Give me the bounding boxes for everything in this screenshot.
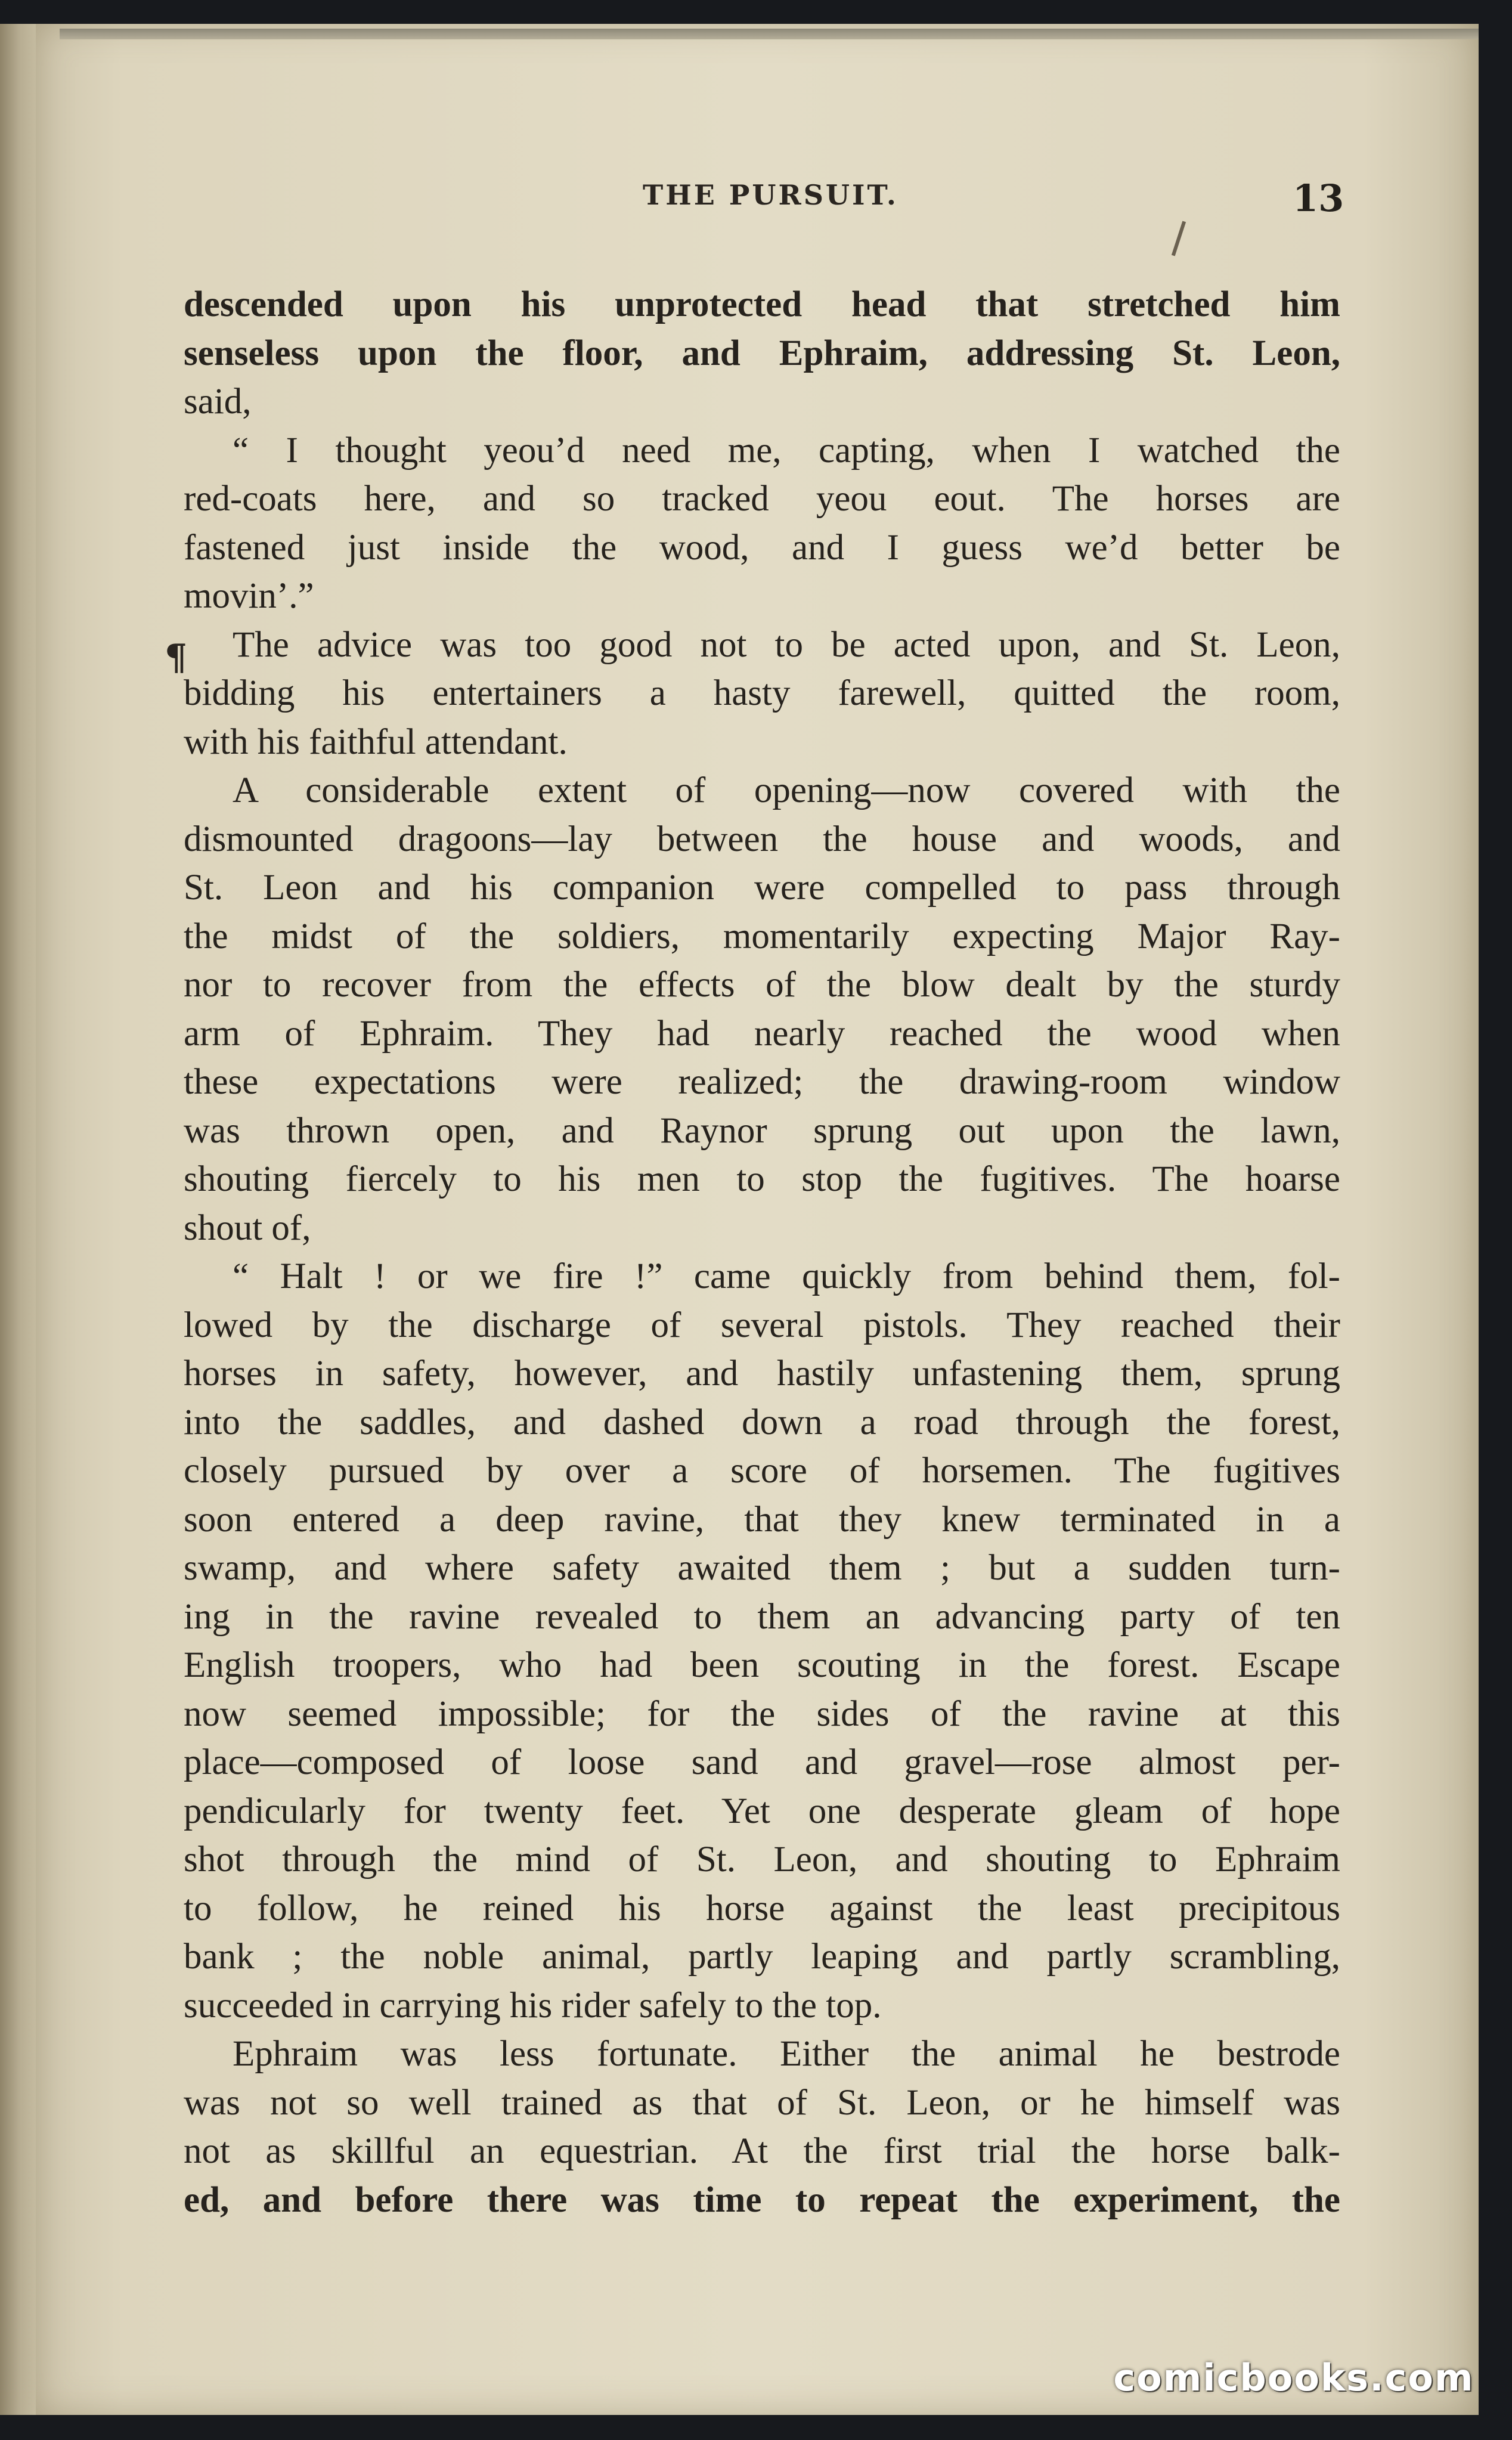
text-line: “ Halt ! or we fire !” came quickly from behind them, fol-	[233, 1256, 1340, 1296]
text-line: pendicularly for twenty feet. Yet one desperate gleam of hope	[184, 1791, 1340, 1831]
text-line: swamp, and where safety awaited them ; but a sudden turn-	[184, 1548, 1340, 1588]
text-line: descended upon his unprotected head that stretched him	[184, 284, 1340, 324]
text-line: movin’.”	[184, 576, 314, 616]
text-line: now seemed impossible; for the sides of the ravine at this	[184, 1693, 1340, 1734]
text-line: arm of Ephraim. They had nearly reached the wood when	[184, 1013, 1340, 1054]
text-line: was not so well trained as that of St. Leon, or he himself was	[184, 2082, 1340, 2123]
text-line: English troopers, who had been scouting in the forest. Escape	[184, 1645, 1340, 1685]
text-line: was thrown open, and Raynor sprung out upon the lawn,	[184, 1110, 1340, 1151]
pilcrow-mark-icon: ¶	[165, 637, 188, 679]
text-line: lowed by the discharge of several pistols. They reached their	[184, 1305, 1340, 1345]
text-line: bank ; the noble animal, partly leaping and partly scrambling,	[184, 1937, 1340, 1977]
text-line: into the saddles, and dashed down a road through the forest,	[184, 1402, 1340, 1442]
text-line: St. Leon and his companion were compelled to pass through	[184, 868, 1340, 908]
text-line: the midst of the soldiers, momentarily expecting Major Ray-	[184, 916, 1340, 956]
text-line: these expectations were realized; the drawing-room window	[184, 1062, 1340, 1102]
text-line: bidding his entertainers a hasty farewell, quitted the room,	[184, 673, 1340, 713]
text-line: shot through the mind of St. Leon, and shouting to Ephraim	[184, 1840, 1340, 1879]
text-line: senseless upon the floor, and Ephraim, addressing St. Leon,	[184, 333, 1340, 373]
text-line: The advice was too good not to be acted upon, and St. Leon,	[233, 624, 1340, 665]
text-line: “ I thought yeou’d need me, capting, when I watched the	[233, 430, 1340, 470]
text-line: shouting fiercely to his men to stop the fugitives. The hoarse	[184, 1159, 1340, 1199]
text-line: soon entered a deep ravine, that they knew terminated in a	[184, 1499, 1340, 1540]
running-head: THE PURSUIT.	[643, 179, 898, 211]
text-line: with his faithful attendant.	[184, 722, 568, 762]
text-line: shout of,	[184, 1207, 311, 1248]
text-line: ing in the ravine revealed to them an advancing party of ten	[184, 1596, 1340, 1637]
text-line: place—composed of loose sand and gravel—rose almost per-	[184, 1742, 1340, 1782]
body-text	[184, 280, 1340, 2224]
text-line: dismounted dragoons—lay between the house and woods, and	[184, 819, 1340, 859]
text-line: ed, and before there was time to repeat the experiment, the	[184, 2179, 1340, 2220]
text-line: succeeded in carrying his rider safely to the top.	[184, 1985, 882, 2026]
text-line: nor to recover from the effects of the blow dealt by the sturdy	[184, 965, 1340, 1005]
text-line: fastened just inside the wood, and I guess we’d better be	[184, 527, 1340, 568]
text-line: to follow, he reined his horse against the least precipitous	[184, 1888, 1340, 1928]
page-top-edge	[60, 29, 1479, 39]
text-line: horses in safety, however, and hastily unfastening them, sprung	[184, 1354, 1340, 1394]
text-line: closely pursued by over a score of horsemen. The fugitives	[184, 1451, 1340, 1491]
text-line: A considerable extent of opening—now covered with the	[233, 770, 1340, 810]
page-number: 13	[1293, 177, 1344, 220]
text-line: not as skillful an equestrian. At the first trial the horse balk-	[184, 2131, 1340, 2171]
text-line: said,	[184, 382, 252, 422]
text-line: Ephraim was less fortunate. Either the animal he bestrode	[233, 2034, 1340, 2074]
site-watermark: comicbooks.com	[1113, 2355, 1474, 2399]
text-line: red-coats here, and so tracked yeou eout. The horses are	[184, 479, 1340, 519]
